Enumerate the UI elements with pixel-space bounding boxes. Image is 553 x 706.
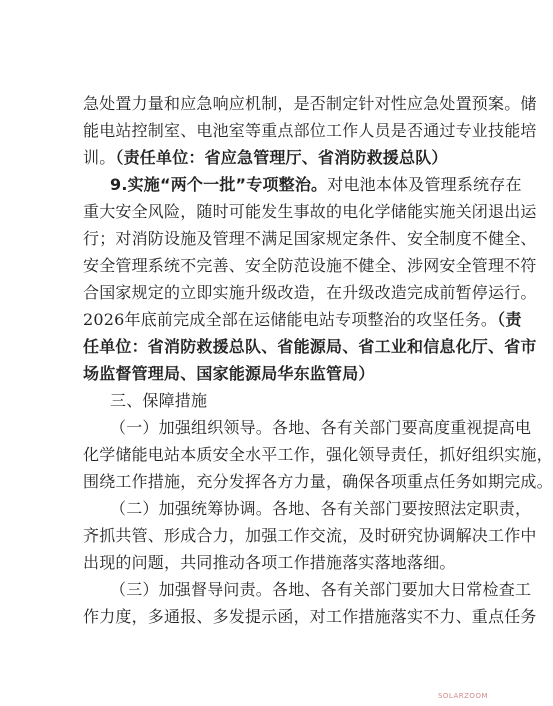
body-line: 化学储能电站本质安全水平工作，强化领导责任，抓好组织实施，: [83, 445, 553, 464]
section-heading: 三、保障措施: [110, 391, 208, 410]
body-line: 齐抓共管、形成合力，加强工作交流，及时研究协调解决工作中: [83, 526, 537, 545]
responsibility-note: （责任单位：省应急管理厅、省消防救援总队）: [115, 148, 448, 167]
body-line: 安全管理系统不完善、安全防范设施不健全、涉网安全管理不符: [83, 256, 537, 275]
body-line: 急处置力量和应急响应机制，是否制定针对性应急处置预案。储: [83, 94, 537, 113]
body-text: 训。: [83, 148, 116, 167]
body-line: 能电站控制室、电池室等重点部位工作人员是否通过专业技能培: [83, 121, 537, 140]
body-line: 行；对消防设施及管理不满足国家规定条件、安全制度不健全、: [83, 229, 537, 248]
section-heading: 9.实施“两个一批”专项整治。: [110, 175, 328, 194]
body-line: 重大安全风险，随时可能发生事故的电化学储能实施关闭退出运: [83, 202, 537, 221]
body-line: （三）加强督导问责。各地、各有关部门要加大日常检查工: [110, 580, 532, 599]
body-text: 对电池本体及管理系统存在: [327, 175, 522, 194]
body-line: 合国家规定的立即实施升级改造，在升级改造完成前暂停运行。: [83, 283, 537, 302]
body-line: 围绕工作措施，充分发挥各方力量，确保各项重点任务如期完成。: [83, 472, 553, 491]
body-line: [110, 175, 522, 195]
body-line: （一）加强组织领导。各地、各有关部门要高度重视提高电: [110, 418, 532, 437]
body-line: （二）加强统筹协调。各地、各有关部门要按照法定职责，: [110, 499, 532, 518]
body-line: 出现的问题，共同推动各项工作措施落实落地落细。: [83, 553, 456, 572]
body-line: 作力度，多通报、多发提示函，对工作措施落实不力、重点任务: [83, 607, 537, 626]
responsibility-note: 场监督管理局、国家能源局华东监管局）: [83, 364, 375, 383]
body-line: [83, 148, 448, 168]
watermark: SOLARZOOM: [437, 692, 488, 700]
responsibility-note: 任单位：省消防救援总队、省能源局、省工业和信息化厅、省市: [83, 337, 537, 356]
responsibility-note: （责: [497, 310, 522, 329]
body-line: [83, 310, 522, 330]
body-text: 2026年底前完成全部在运储能电站专项整治的攻坚任务。: [83, 310, 498, 329]
